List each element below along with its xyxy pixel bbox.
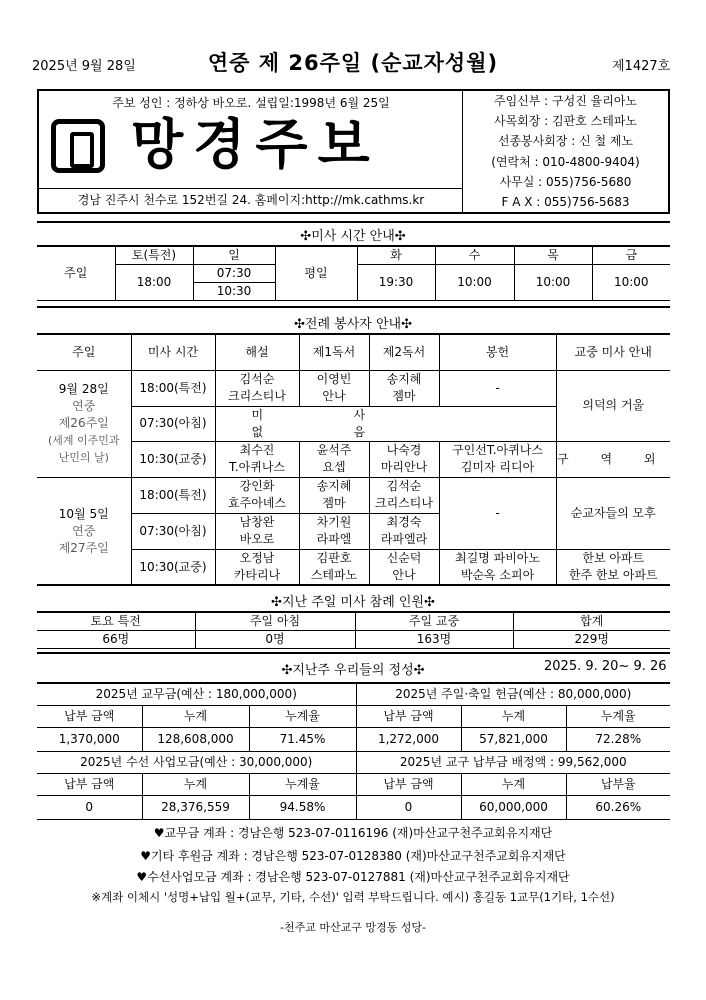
w1r2-time: 07:30(아침) [131, 406, 215, 441]
w1r3-time: 10:30(교중) [131, 441, 215, 477]
account-repair: ♥수선사업모금 계좌 : 경남은행 523-07-0127881 (재)마산교구천주교회유지재단 [136, 870, 570, 884]
tithe-h-rate: 누계율 [249, 705, 356, 727]
sunday-h-amount: 납부 금액 [356, 705, 461, 727]
th-commentary: 해설 [215, 334, 299, 370]
th-reading2: 제2독서 [369, 334, 439, 370]
mass-times-title: ✣미사 시간 안내✣ [300, 229, 406, 244]
w1r2-no-mass: 미 사없 음 [215, 406, 556, 441]
issue-number: 제1427호 [612, 59, 671, 74]
wed-time: 10:00 [435, 265, 514, 301]
bulletin-name: 망경주보 [131, 112, 380, 176]
sunday-collection-title: 2025년 주일·축일 헌금(예산 : 80,000,000) [356, 683, 670, 705]
weekday-label: 평일 [275, 246, 357, 301]
contact-fax: F A X : 055)756-5683 [501, 195, 630, 210]
tithe-amount: 1,370,000 [37, 727, 142, 751]
w1r1-reading2: 송지혜 젬마 [369, 370, 439, 406]
w2r1-commentary: 강인화 효주아녜스 [215, 477, 299, 513]
diocese-h-rate: 납부율 [566, 773, 670, 795]
masthead-left [39, 91, 463, 212]
week1-observance-1: (세계 이주민과 [47, 434, 120, 447]
w2r2-commentary: 남창완 바오로 [215, 513, 299, 549]
sunday-h-cumulative: 누계 [461, 705, 566, 727]
w2r2-reading1: 차기원 라파엘 [299, 513, 369, 549]
diocese-rate: 60.26% [566, 795, 670, 819]
week2-label [37, 477, 131, 585]
repair-cumulative: 28,376,559 [142, 795, 249, 819]
w1r1-time: 18:00(특전) [131, 370, 215, 406]
masthead [37, 89, 670, 214]
w2-notice-1: 순교자들의 모후 [556, 477, 670, 549]
repair-title: 2025년 수선 사업모금(예산 : 30,000,000) [37, 751, 356, 773]
th-sunday: 주일 [37, 334, 131, 370]
founder-info: 주보 성인 : 정하상 바오로. 설립일:1998년 6월 25일 [112, 96, 390, 110]
week2-date: 10월 5일 [58, 506, 109, 521]
att-saturday: 66명 [37, 631, 195, 649]
w2r3-reading2: 신순덕 안나 [369, 549, 439, 585]
thu-col: 목 [514, 246, 592, 265]
attendance-table [37, 611, 670, 649]
repair-h-cumulative: 누계 [142, 773, 249, 795]
w2r1-time: 18:00(특전) [131, 477, 215, 513]
th-offering: 봉헌 [439, 334, 556, 370]
diocese-title: 2025년 교구 납부금 배정액 : 99,562,000 [356, 751, 670, 773]
th-time: 미사 시간 [131, 334, 215, 370]
repair-h-amount: 납부 금액 [37, 773, 142, 795]
account-donation: ♥기타 후원금 계좌 : 경남은행 523-07-0128380 (재)마산교구천주교회유지재단 [140, 849, 566, 863]
w2r1-reading2: 김석순 크리스티나 [369, 477, 439, 513]
contact-council: 사목회장 : 김판호 스테파노 [494, 114, 637, 129]
w1r3-commentary: 최수진 T.아퀴나스 [215, 441, 299, 477]
servers-title: ✣전례 봉사자 안내✣ [294, 317, 412, 332]
contact-phone: (연락처 : 010-4800-9404) [491, 154, 640, 169]
repair-rate: 94.58% [249, 795, 356, 819]
att-total: 229명 [513, 631, 670, 649]
bulletin-date: 2025년 9월 28일 [32, 59, 136, 74]
contact-funeral: 선종봉사회장 : 신 철 제노 [497, 134, 634, 149]
sunday-col: 일 [193, 246, 275, 265]
week2-season: 연중 [72, 523, 96, 538]
tithe-h-cumulative: 누계 [142, 705, 249, 727]
tithe-title: 2025년 교무금(예산 : 180,000,000) [37, 683, 356, 705]
fri-time: 10:00 [592, 265, 670, 301]
att-main: 163명 [355, 631, 513, 649]
att-h-saturday: 토요 특전 [37, 612, 195, 631]
thu-time: 10:00 [514, 265, 592, 301]
bulletin-title: 연중 제 26주일 (순교자성월) [207, 51, 499, 75]
parish-logo-icon [51, 119, 105, 173]
attendance-title: ✣지난 주일 미사 참례 인원✣ [271, 595, 435, 610]
w1r1-commentary: 김석순 크리스티나 [215, 370, 299, 406]
w1r3-offering: 구인선T.아퀴나스 김미자 리디아 [439, 441, 556, 477]
divider [37, 221, 670, 223]
att-morning: 0명 [195, 631, 355, 649]
sun-time-1: 07:30 [193, 265, 275, 283]
sunday-label: 주일 [37, 246, 115, 301]
account-tithe: ♥교무금 계좌 : 경남은행 523-07-0116196 (재)마산교구천주교회유지재단 [153, 826, 553, 840]
w1r3-reading1: 윤석주 요셉 [299, 441, 369, 477]
w1r1-reading1: 이영빈 안나 [299, 370, 369, 406]
sat-time: 18:00 [115, 265, 193, 301]
w2r1-offering: - [439, 477, 556, 549]
mass-times-table [37, 245, 670, 301]
week1-observance-2: 난민의 날) [58, 451, 109, 464]
tithe-rate: 71.45% [249, 727, 356, 751]
w2r3-time: 10:30(교중) [131, 549, 215, 585]
offerings-title: ✣지난주 우리들의 정성✣ [281, 663, 425, 678]
week1-season: 연중 [72, 399, 96, 413]
w1-notice-1: 의덕의 거울 [556, 370, 670, 441]
week2-sunday: 제27주일 [58, 540, 109, 555]
att-h-morning: 주일 아침 [195, 612, 355, 631]
repair-h-rate: 누계율 [249, 773, 356, 795]
th-notice: 교중 미사 안내 [556, 334, 670, 370]
contact-office: 사무실 : 055)756-5680 [499, 174, 632, 189]
w2r2-time: 07:30(아침) [131, 513, 215, 549]
offerings-table [37, 682, 670, 820]
diocese-amount: 0 [356, 795, 461, 819]
week1-date: 9월 28일 [58, 382, 109, 396]
tithe-h-amount: 납부 금액 [37, 705, 142, 727]
contact-list [463, 91, 668, 212]
att-h-main: 주일 교중 [355, 612, 513, 631]
sun-time-2: 10:30 [193, 283, 275, 301]
w2r3-reading1: 김판호 스테파노 [299, 549, 369, 585]
tithe-cumulative: 128,608,000 [142, 727, 249, 751]
divider [37, 652, 670, 654]
w1r3-reading2: 나숙경 마리안나 [369, 441, 439, 477]
parish-signature: -천주교 마산교구 망경동 성당- [280, 921, 426, 934]
parish-address: 경남 진주시 천수로 152번길 24. 홈페이지:http://mk.cathms.kr [39, 188, 463, 212]
w1r1-offering: - [439, 370, 556, 406]
att-h-total: 합계 [513, 612, 670, 631]
tue-col: 화 [357, 246, 435, 265]
w2r2-reading2: 최경숙 라파엘라 [369, 513, 439, 549]
week1-sunday: 제26주일 [58, 416, 109, 430]
w2r3-commentary: 오정남 카타리나 [215, 549, 299, 585]
divider [37, 306, 670, 308]
th-reading1: 제1독서 [299, 334, 369, 370]
w2r3-offering: 최길명 파비아노 박순옥 소피아 [439, 549, 556, 585]
sunday-rate: 72.28% [566, 727, 670, 751]
w1-notice-2: 구 역 외 [556, 441, 670, 477]
fri-col: 금 [592, 246, 670, 265]
saturday-col: 토(특전) [115, 246, 193, 265]
repair-amount: 0 [37, 795, 142, 819]
offerings-period: 2025. 9. 20~ 9. 26 [544, 659, 667, 674]
sunday-amount: 1,272,000 [356, 727, 461, 751]
divider [37, 584, 670, 586]
contact-pastor: 주임신부 : 구성진 율리아노 [494, 94, 637, 108]
week1-label [37, 370, 131, 477]
diocese-h-amount: 납부 금액 [356, 773, 461, 795]
sunday-h-rate: 누계율 [566, 705, 670, 727]
account-transfer-note: ※계좌 이체시 '성명+납입 월+(교무, 기타, 수선)' 입력 부탁드립니다. 예시) 홍길동 1교무(1기타, 1수선) [91, 890, 615, 904]
wed-col: 수 [435, 246, 514, 265]
servers-table [37, 333, 670, 586]
w2r1-reading1: 송지혜 젬마 [299, 477, 369, 513]
w2-notice-2: 한보 아파트 한주 한보 아파트 [556, 549, 670, 585]
sunday-cumulative: 57,821,000 [461, 727, 566, 751]
diocese-h-cumulative: 누계 [461, 773, 566, 795]
tue-time: 19:30 [357, 265, 435, 301]
diocese-cumulative: 60,000,000 [461, 795, 566, 819]
